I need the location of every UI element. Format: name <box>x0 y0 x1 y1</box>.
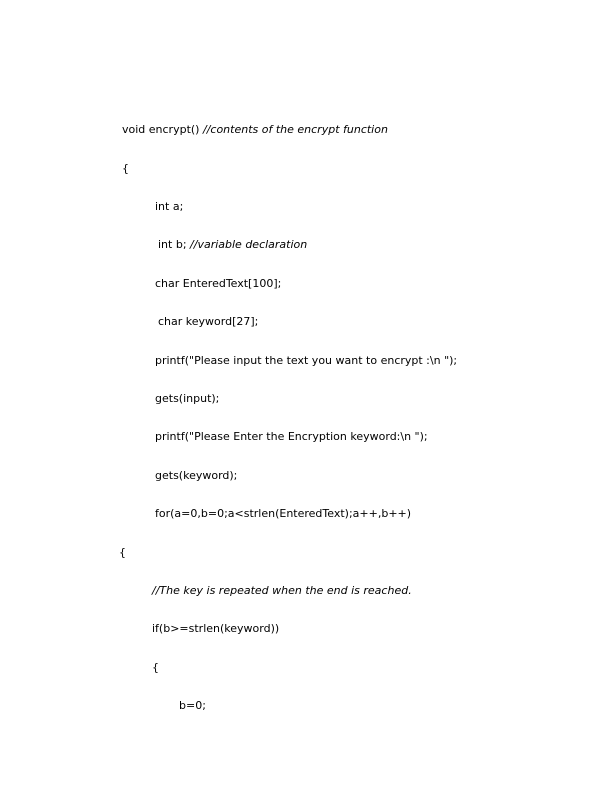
code-text: gets(input); <box>155 392 220 405</box>
code-line <box>108 109 388 151</box>
code-line <box>141 263 281 305</box>
code-text: int b; <box>158 238 191 251</box>
code-text: printf("Please input the text you want to encrypt :\n "); <box>155 354 458 367</box>
code-text: { <box>152 661 159 674</box>
code-text: printf("Please Enter the Encryption keyword:\n "); <box>155 430 428 443</box>
code-line <box>108 148 129 190</box>
code-line <box>141 378 219 420</box>
code-line <box>138 647 159 689</box>
code-line <box>144 224 307 266</box>
code-line <box>144 301 258 343</box>
code-text: { <box>122 162 129 175</box>
code-text: char EnteredText[100]; <box>155 277 282 290</box>
code-text: for(a=0,b=0;a<strlen(EnteredText);a++,b++) <box>155 507 412 520</box>
code-text: int a; <box>155 200 184 213</box>
code-text: gets(keyword); <box>155 469 238 482</box>
code-line <box>141 493 411 535</box>
code-line <box>165 685 206 727</box>
code-text: b=0; <box>179 699 206 712</box>
code-comment: //contents of the encrypt function <box>202 123 388 136</box>
code-line <box>141 186 183 228</box>
code-line <box>141 455 237 497</box>
code-comment: //variable declaration <box>190 238 308 251</box>
code-line <box>141 416 428 458</box>
code-text: void encrypt() <box>122 123 203 136</box>
code-text: char keyword[27]; <box>158 315 259 328</box>
code-line <box>138 570 412 612</box>
code-comment: //The key is repeated when the end is reached. <box>152 584 412 597</box>
code-text: { <box>119 546 126 559</box>
code-line <box>105 532 126 574</box>
code-line <box>138 608 279 650</box>
code-line <box>141 340 457 382</box>
code-text: if(b>=strlen(keyword)) <box>152 622 280 635</box>
